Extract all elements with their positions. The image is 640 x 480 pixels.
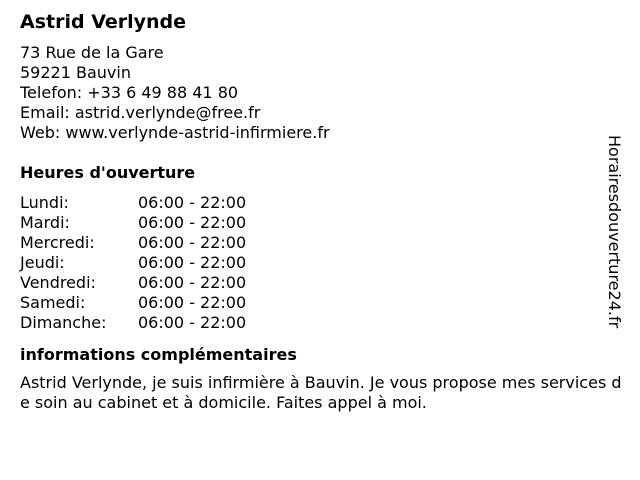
day-hours: 06:00 - 22:00: [138, 213, 247, 232]
web-label: Web:: [20, 123, 61, 142]
day-label: Jeudi:: [20, 253, 65, 272]
info-heading: informations complémentaires: [20, 345, 297, 364]
phone-label: Telefon:: [20, 83, 83, 102]
day-hours: 06:00 - 22:00: [138, 313, 247, 332]
phone-number[interactable]: +33 6 49 88 41 80: [87, 83, 239, 102]
website-link[interactable]: www.verlynde-astrid-infirmiere.fr: [65, 123, 330, 142]
hours-heading: Heures d'ouverture: [20, 163, 196, 182]
hours-row: [20, 233, 246, 253]
hours-row: [20, 213, 246, 233]
hours-row: [20, 273, 246, 293]
email-address[interactable]: astrid.verlynde@free.fr: [74, 103, 261, 122]
opening-hours-table: [20, 193, 246, 333]
site-watermark: Horairesdouverture24.fr: [605, 135, 624, 329]
city-postcode: 59221 Bauvin: [20, 63, 131, 82]
hours-row: [20, 313, 246, 333]
email-line: [20, 103, 610, 123]
day-label: Mardi:: [20, 213, 70, 232]
hours-row: [20, 193, 246, 213]
email-label: Email:: [20, 103, 70, 122]
day-hours: 06:00 - 22:00: [138, 253, 247, 272]
street-address: 73 Rue de la Gare: [20, 43, 164, 62]
phone-line: [20, 83, 610, 103]
day-label: Mercredi:: [20, 233, 95, 252]
day-hours: 06:00 - 22:00: [138, 273, 247, 292]
web-line: [20, 123, 610, 143]
info-description: Astrid Verlynde, je suis infirmière à Bauvin. Je vous propose mes services de soin au cabinet et à domicile. Faites appel à moi.: [20, 373, 622, 412]
day-hours: 06:00 - 22:00: [138, 193, 247, 212]
day-hours: 06:00 - 22:00: [138, 233, 247, 252]
day-label: Samedi:: [20, 293, 86, 312]
day-label: Lundi:: [20, 193, 69, 212]
hours-row: [20, 253, 246, 273]
business-name: Astrid Verlynde: [20, 11, 187, 33]
day-hours: 06:00 - 22:00: [138, 293, 247, 312]
day-label: Vendredi:: [20, 273, 96, 292]
day-label: Dimanche:: [20, 313, 107, 332]
hours-row: [20, 293, 246, 313]
